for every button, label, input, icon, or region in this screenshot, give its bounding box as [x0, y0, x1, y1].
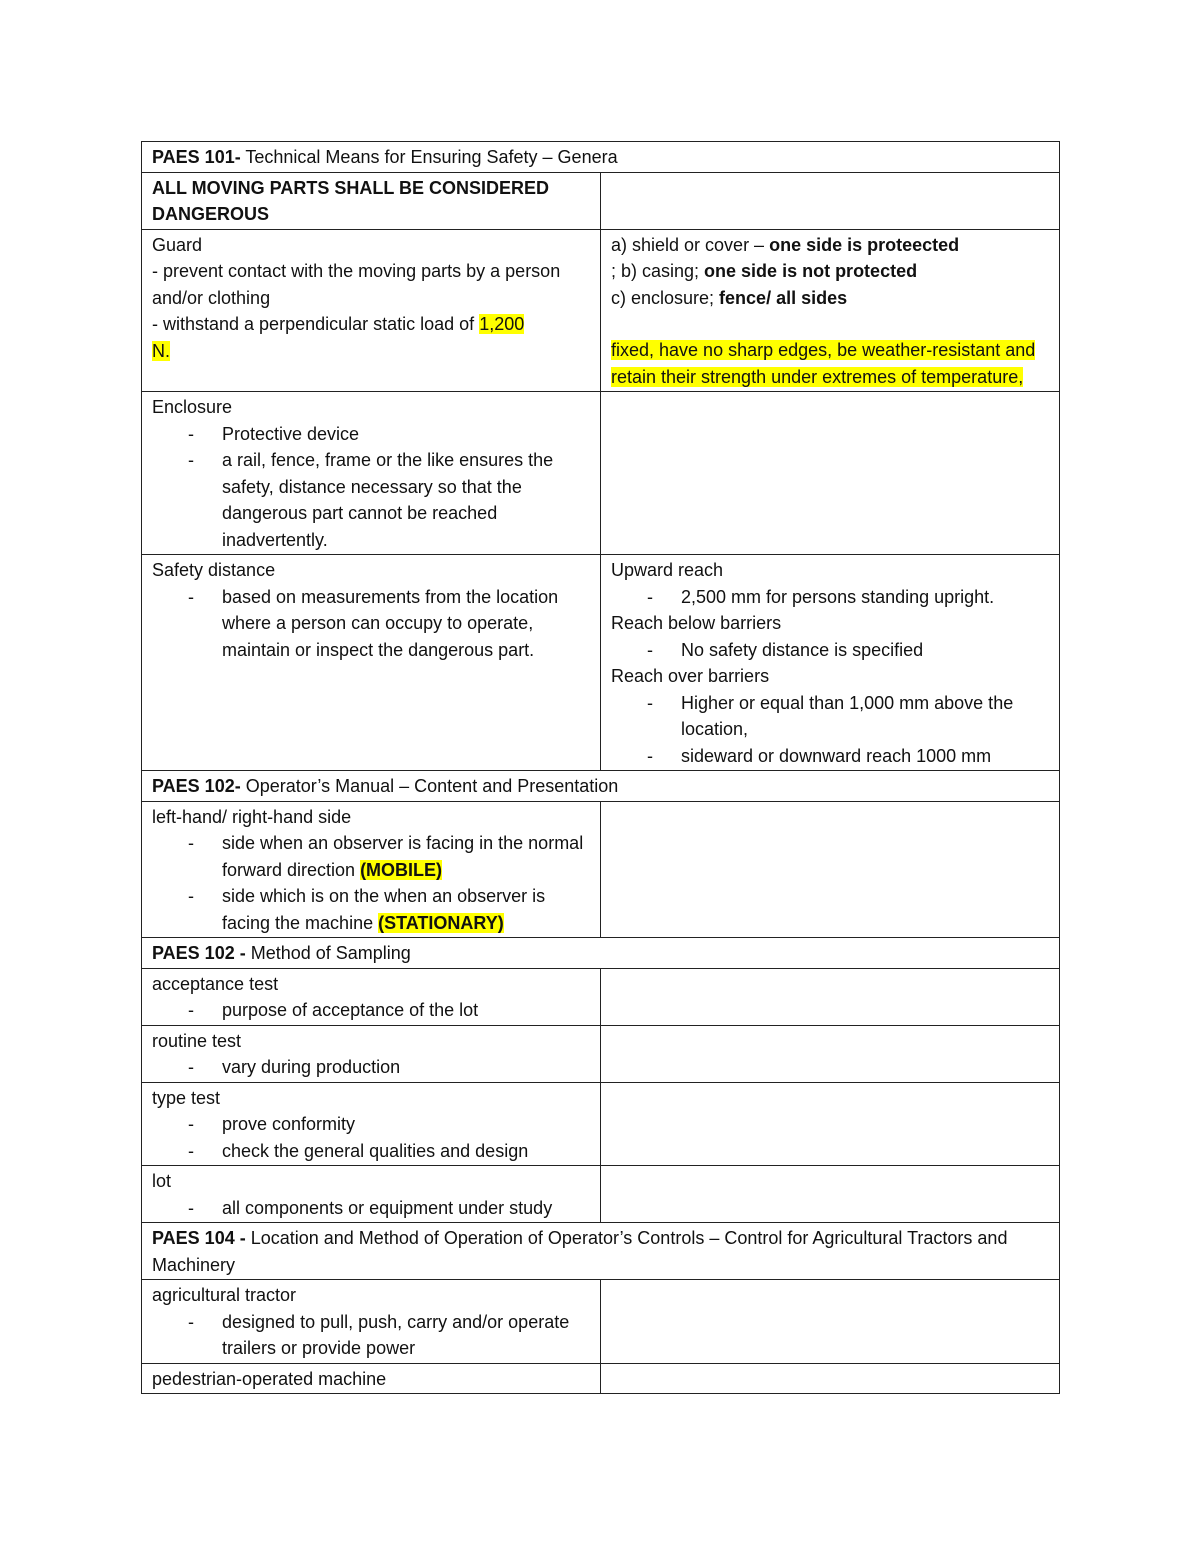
enclosure-list — [152, 421, 590, 554]
list-item: - prove conformity — [222, 1111, 590, 1138]
document-page — [141, 141, 1059, 1394]
list-item: - Protective device — [222, 421, 590, 448]
term-pedestrian-operated-machine: pedestrian-operated machine — [142, 1363, 601, 1394]
empty-cell — [601, 1166, 1060, 1223]
section-title: Method of Sampling — [245, 943, 411, 963]
table-row — [142, 1166, 1060, 1223]
table-row-safety-distance — [142, 555, 1060, 771]
safety-distance-list — [152, 584, 590, 664]
empty-cell — [601, 968, 1060, 1025]
highlight-load-value: 1,200 — [479, 314, 525, 334]
section-header-paes104 — [142, 1223, 1060, 1280]
empty-cell — [601, 1082, 1060, 1166]
table-row-lr-side — [142, 801, 1060, 938]
section-title: Operator’s Manual – Content and Presentation — [240, 776, 619, 796]
section-header-paes102-manual — [142, 771, 1060, 802]
section-code: PAES 102 - — [152, 943, 246, 963]
table-row-guard — [142, 229, 1060, 392]
list-item: - all components or equipment under study — [222, 1195, 590, 1222]
list-item: - designed to pull, push, carry and/or operate trailers or provide power — [222, 1309, 590, 1362]
term-routine-test: routine test — [152, 1030, 242, 1051]
guard-requirements: fixed, have no sharp edges, be weather-resistant and retain their strength under extremes of temperature, — [611, 340, 1036, 387]
term-type-test: type test — [152, 1087, 221, 1108]
empty-cell — [601, 801, 1060, 938]
list-item: - a rail, fence, frame or the like ensures the safety, distance necessary so that the dangerous part cannot be reached inadvertently. — [222, 447, 590, 553]
table-row — [142, 968, 1060, 1025]
term-enclosure: Enclosure — [152, 397, 233, 417]
list-item: - vary during production — [222, 1054, 590, 1081]
section-title: Technical Means for Ensuring Safety – Genera — [240, 147, 618, 167]
section-header-paes101 — [142, 142, 1060, 173]
guard-definition-1: - prevent contact with the moving parts by a person and/or clothing — [152, 261, 561, 308]
list-item: - check the general qualities and design — [222, 1138, 590, 1165]
empty-cell — [601, 1280, 1060, 1364]
section-code: PAES 104 - — [152, 1228, 246, 1248]
empty-cell — [601, 1025, 1060, 1082]
stationary-tag: (STATIONARY) — [378, 912, 504, 933]
guard-type-b: ; b) casing; one side is not protected — [611, 261, 918, 281]
term-guard: Guard — [152, 234, 203, 255]
mobile-tag: (MOBILE) — [360, 859, 443, 880]
list-item: - sideward or downward reach 1000 mm — [681, 743, 1049, 770]
term-lot: lot — [152, 1171, 172, 1191]
section-code: PAES 102- — [152, 776, 241, 796]
highlight-load-unit: N. — [152, 340, 170, 361]
list-item: - 2,500 mm for persons standing upright. — [681, 584, 1049, 611]
table-row — [142, 1082, 1060, 1166]
upward-reach-label: Upward reach — [611, 560, 724, 580]
term-safety-distance: Safety distance — [152, 560, 276, 580]
table-row-enclosure — [142, 392, 1060, 555]
section-title: Location and Method of Operation of Operator’s Controls – Control for Agricultural Tractors and Machinery — [152, 1228, 1008, 1275]
term-agricultural-tractor: agricultural tractor — [152, 1285, 297, 1305]
guard-type-a: a) shield or cover – one side is proteected — [611, 234, 960, 255]
guard-type-c: c) enclosure; fence/ all sides — [611, 287, 848, 308]
table-row — [142, 1363, 1060, 1394]
table-row — [142, 172, 1060, 229]
table-row — [142, 1025, 1060, 1082]
empty-cell — [601, 392, 1060, 555]
list-item: - side which is on the when an observer is facing the machine (STATIONARY) — [222, 883, 590, 936]
empty-cell — [601, 1363, 1060, 1394]
list-item: - side when an observer is facing in the normal forward direction (MOBILE) — [222, 830, 590, 883]
empty-cell — [601, 172, 1060, 229]
list-item: - based on measurements from the location where a person can occupy to operate, maintain or inspect the dangerous part. — [222, 584, 590, 664]
reach-over-label: Reach over barriers — [611, 666, 770, 686]
notes-table — [141, 141, 1060, 1394]
section-header-paes102-sampling — [142, 938, 1060, 969]
table-row — [142, 1280, 1060, 1364]
reach-below-label: Reach below barriers — [611, 613, 782, 633]
term-lr-side: left-hand/ right-hand side — [152, 806, 352, 827]
guard-definition-2: - withstand a perpendicular static load of 1,200 N. — [152, 314, 525, 361]
list-item: - purpose of acceptance of the lot — [222, 997, 590, 1024]
all-moving-parts-heading: ALL MOVING PARTS SHALL BE CONSIDERED DANGEROUS — [142, 172, 601, 229]
list-item: - Higher or equal than 1,000 mm above the location, — [681, 690, 1049, 743]
section-code: PAES 101- — [152, 147, 241, 167]
list-item: - No safety distance is specified — [681, 637, 1049, 664]
term-acceptance-test: acceptance test — [152, 973, 279, 994]
